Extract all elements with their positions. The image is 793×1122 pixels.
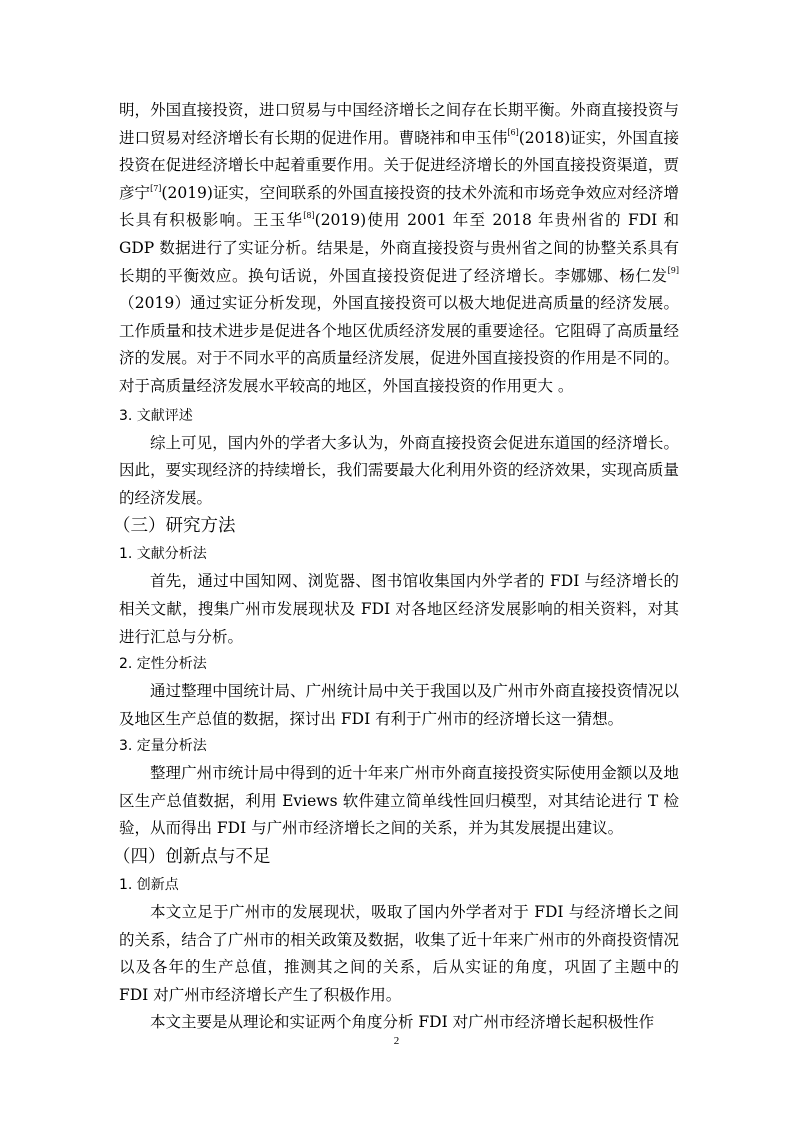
text-run: (2019)证实，空间联系的外国直接投资的技术外流和市场竞争效应对经济增长具有积极影响。王玉华 bbox=[119, 183, 679, 230]
heading-literature-review: 3. 文献评述 bbox=[119, 407, 193, 424]
citation-6: [6] bbox=[507, 128, 519, 138]
paragraph-literature-continued bbox=[119, 97, 679, 401]
text-run: (2019)使用 2001 年至 2018 年贵州省的 FDI 和 GDP 数据进行了实证分析。结果是，外商直接投资与贵州省之间的协整关系具有长期的平衡效应。换句话说，外国直接投资促进了经济增长。李娜娜、杨仁发 bbox=[119, 211, 679, 285]
paragraph-innovation-2: 本文主要是从理论和实证两个角度分析 FDI 对广州市经济增长起积极性作 bbox=[150, 1013, 655, 1032]
citation-7: [7] bbox=[150, 183, 162, 193]
citation-8: [8] bbox=[303, 211, 315, 221]
text-run: （2019）通过实证分析发现，外国直接投资可以极大地促进高质量的经济发展。工作质量和技术进步是促进各个地区优质经济发展的重要途径。它阻碍了高质量经济的发展。对于不同水平的高质量经济发展，促进外国直接投资的作用是不同的。对于高质量经济发展水平较高的地区，外国直接投资的作用更大 。 bbox=[119, 294, 679, 395]
heading-literature-analysis: 1. 文献分析法 bbox=[119, 546, 207, 563]
paragraph-innovation-1: 本文立足于广州市的发展现状，吸取了国内外学者对于 FDI 与经济增长之间的关系，结合了广州市的相关政策及数据，收集了近十年来广州市的外商投资情况以及各年的生产总值，推测其之间的关系，后从实证的角度，巩固了主题中的 FDI 对广州市经济增长产生了积极作用。 bbox=[119, 903, 679, 1004]
paragraph-quantitative-analysis: 整理广州市统计局中得到的近十年来广州市外商直接投资实际使用金额以及地区生产总值数据，利用 Eviews 软件建立简单线性回归模型，对其结论进行 T 检验，从而得出 FDI 与广州市经济增长之间的关系，并为其发展提出建议。 bbox=[119, 764, 679, 838]
section-title-innovation: （四）创新点与不足 bbox=[113, 847, 271, 868]
page-number: 2 bbox=[393, 1035, 400, 1047]
text-run: (2018)证实，外国直接投资在促进经济增长中起着重要作用。关于促进经济增长的外国直接投资渠道，贾彦宁 bbox=[119, 128, 679, 202]
text-run: 明，外国直接投资，进口贸易与中国经济增长之间存在长期平衡。外商直接投资与进口贸易对经济增长有长期的促进作用。曹晓祎和申玉伟 bbox=[119, 101, 679, 147]
paragraph-literature-review: 综上可见，国内外的学者大多认为，外商直接投资会促进东道国的经济增长。因此，要实现经济的持续增长，我们需要最大化利用外资的经济效果，实现高质量的经济发展。 bbox=[119, 433, 679, 507]
heading-innovation-points: 1. 创新点 bbox=[119, 877, 179, 894]
citation-9: [9] bbox=[667, 266, 679, 276]
paragraph-qualitative-analysis: 通过整理中国统计局、广州统计局中关于我国以及广州市外商直接投资情况以及地区生产总值的数据，探讨出 FDI 有利于广州市的经济增长这一猜想。 bbox=[119, 682, 679, 728]
paragraph-literature-analysis: 首先，通过中国知网、浏览器、图书馆收集国内外学者的 FDI 与经济增长的相关文献，搜集广州市发展现状及 FDI 对各地区经济发展影响的相关资料，对其进行汇总与分析。 bbox=[119, 572, 679, 646]
section-title-methods: （三）研究方法 bbox=[113, 516, 236, 537]
heading-qualitative-analysis: 2. 定性分析法 bbox=[119, 656, 207, 673]
page-body bbox=[113, 97, 679, 1037]
heading-quantitative-analysis: 3. 定量分析法 bbox=[119, 738, 207, 755]
